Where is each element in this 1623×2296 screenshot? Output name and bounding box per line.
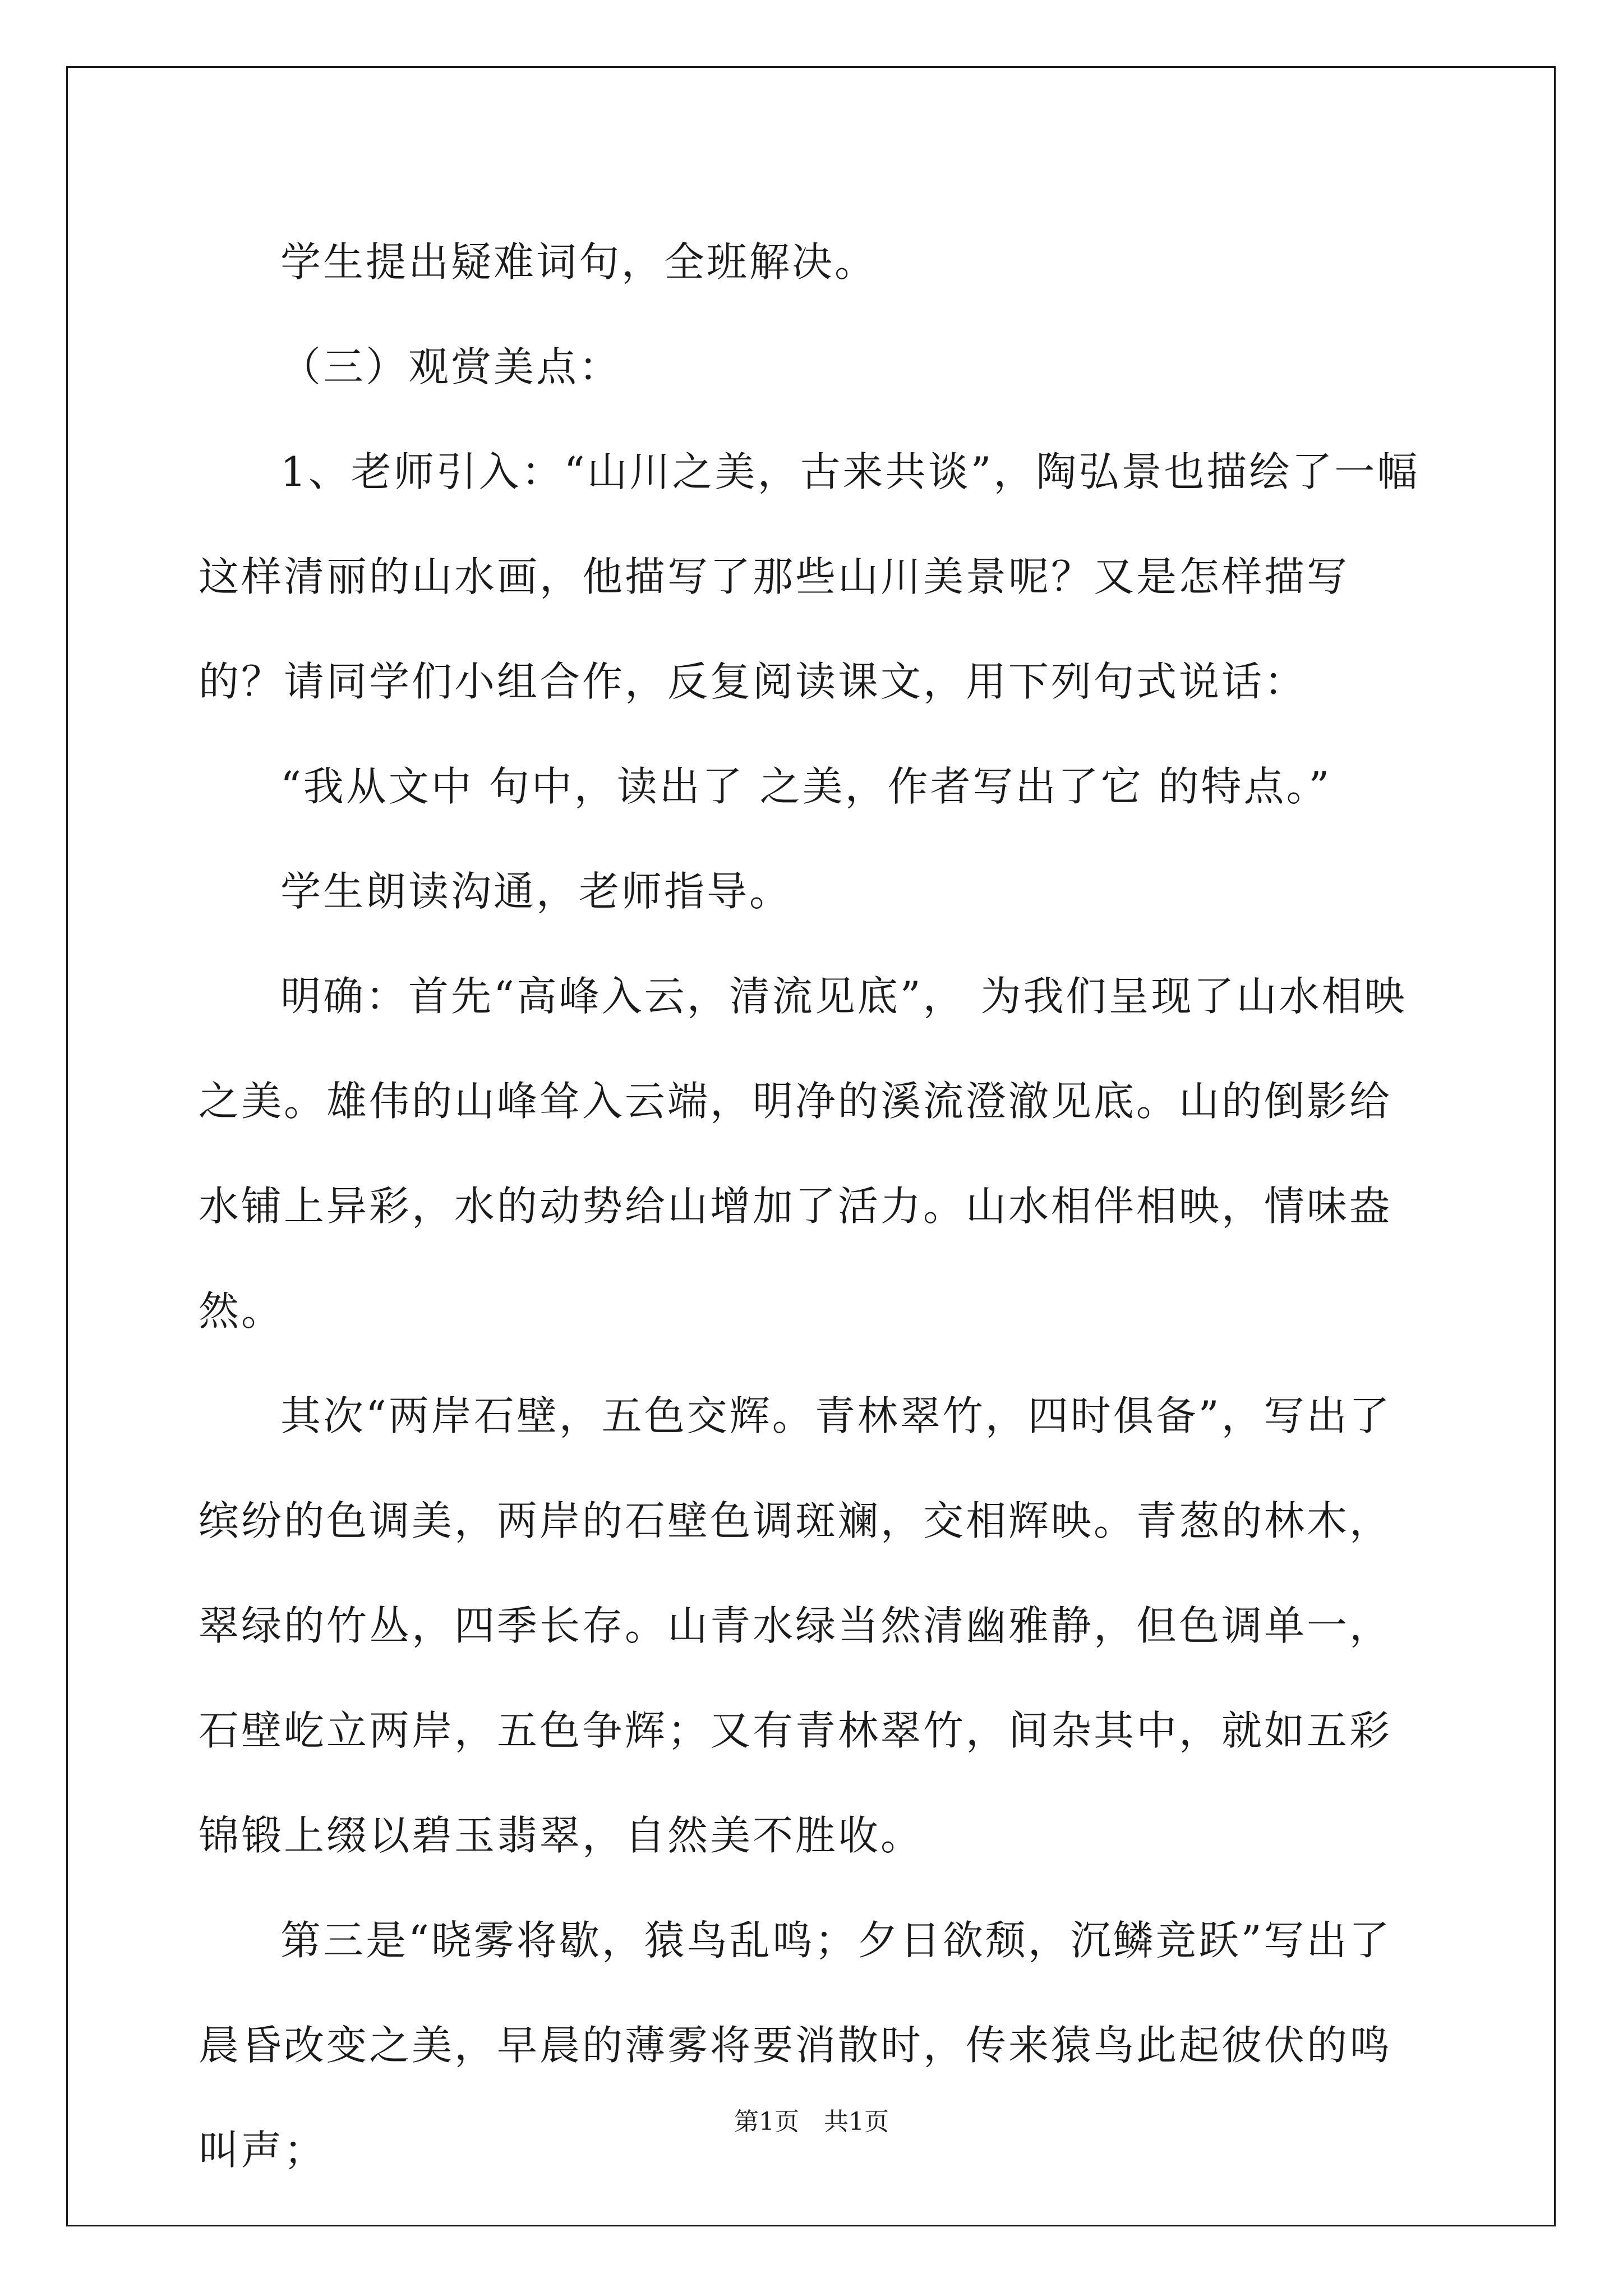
page-footer (0, 2101, 1623, 2137)
paragraph-7: 其次“两岸石壁，五色交辉。青林翠竹，四时俱备”，写出了缤纷的色调美，两岸的石壁色调斑斓，交相辉映。青葱的林木，翠绿的竹丛，四季长存。山青水绿当然清幽雅静，但色调单一，石壁屹立两岸，五色争辉；又有青林翠竹，间杂其中，就如五彩锦锻上缀以碧玉翡翠，自然美不胜收。 (199, 1392, 1393, 1859)
paragraph-3: 1、老师引入：“山川之美，古来共谈”，陶弘景也描绘了一幅这样清丽的山水画，他描写了那些山川美景呢？又是怎样描写的？请同学们小组合作，反复阅读课文，用下列句式说话： (199, 448, 1420, 705)
paragraph-2: （三）观赏美点： (280, 343, 622, 390)
page-number-current: 第1页 (734, 2108, 799, 2136)
paragraph-5: 学生朗读沟通，老师指导。 (280, 868, 792, 915)
paragraph-1: 学生提出疑难词句，全班解决。 (280, 238, 878, 286)
paragraph-4: “我从文中 句中，读出了 之美，作者写出了它 的特点。” (280, 763, 1332, 810)
document-body (199, 210, 1427, 2203)
page-number-total: 共1页 (824, 2108, 889, 2136)
paragraph-8: 第三是“晓雾将歇，猿鸟乱鸣；夕日欲颓，沉鳞竞跃”写出了晨昏改变之美，早晨的薄雾将要消散时，传来猿鸟此起彼伏的鸣叫声； (199, 1917, 1393, 2174)
paragraph-6: 明确：首先“高峰入云，清流见底”， 为我们呈现了山水相映之美。雄伟的山峰耸入云端，明净的溪流澄澈见底。山的倒影给水铺上异彩，水的动势给山增加了活力。山水相伴相映，情味盎然。 (199, 973, 1407, 1335)
